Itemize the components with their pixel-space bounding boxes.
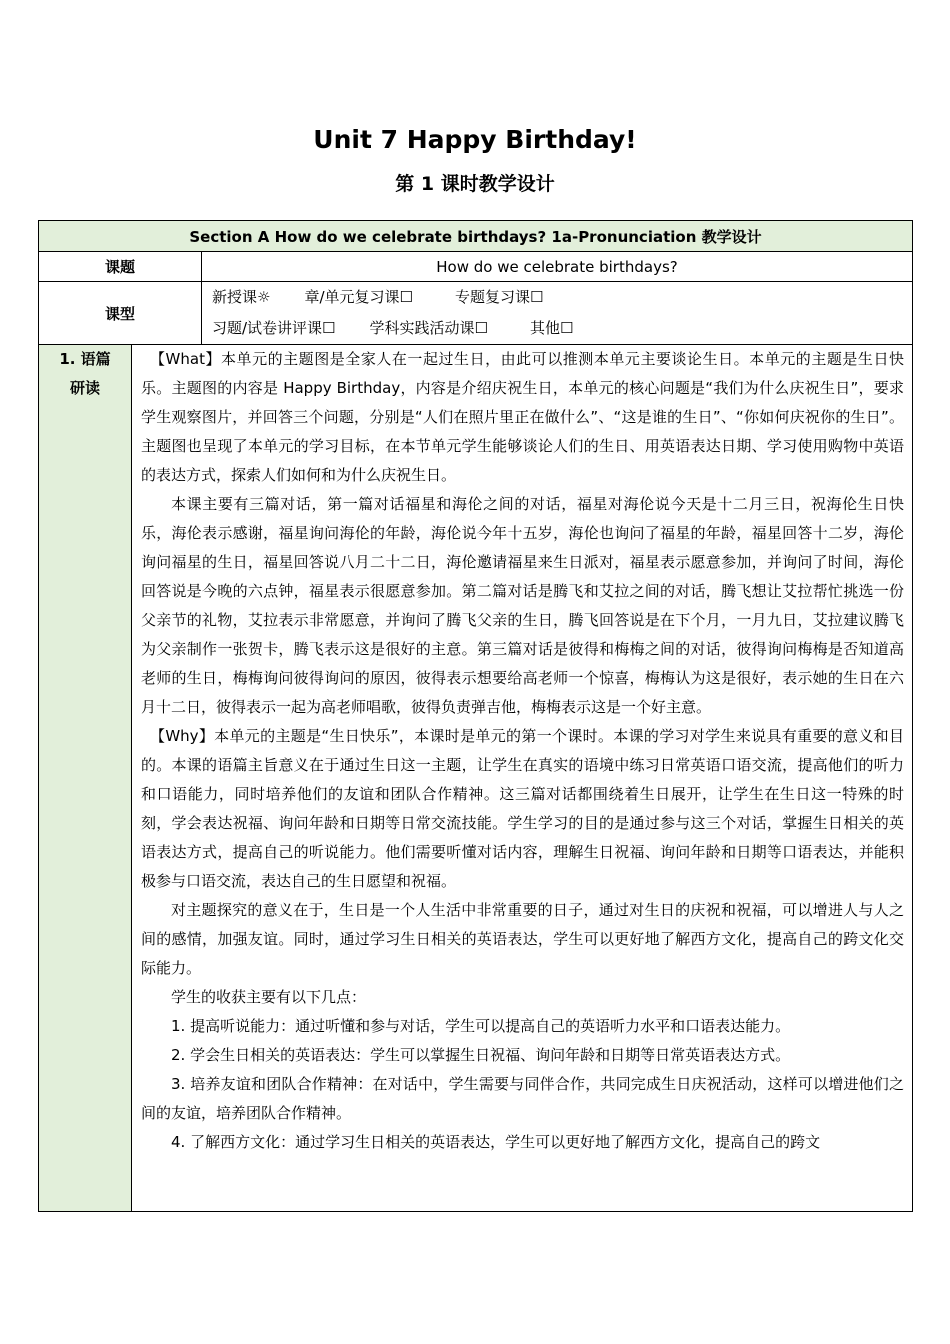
type-row — [39, 282, 913, 345]
page-subtitle: 第 1 课时教学设计 — [395, 173, 555, 195]
topic-value: How do we celebrate birthdays? — [202, 252, 913, 282]
type-options — [202, 282, 913, 345]
topic-row — [39, 252, 913, 282]
paragraph-gain-3: 3. 培养友谊和团队合作精神：在对话中，学生需要与同伴合作，共同完成生日庆祝活动，这样可以增进他们之间的友谊，培养团队合作精神。 — [141, 1075, 904, 1122]
paragraph-gain-1: 1. 提高听说能力：通过听懂和参与对话，学生可以提高自己的英语听力水平和口语表达能力。 — [171, 1017, 791, 1035]
paragraph-gains-intro: 学生的收获主要有以下几点： — [171, 988, 367, 1006]
section1-label-line1: 1. 语篇 — [59, 350, 111, 368]
paragraph-gain-4: 4. 了解西方文化：通过学习生日相关的英语表达，学生可以更好地了解西方文化，提高自己的跨文 — [171, 1133, 821, 1151]
section1-label-line2: 研读 — [69, 379, 100, 397]
paragraph-why: 【Why】本单元的主题是“生日快乐”，本课时是单元的第一个课时。本课的学习对学生来说具有重要的意义和目的。本课的语篇主旨意义在于通过生日这一主题，让学生在真实的语境中练习日常英语口语交流，提高他们的听力和口语能力，同时培养他们的友谊和团队合作精神。这三篇对话都围绕着生日展开，让学生在生日这一特殊的时刻，学会表达祝福、询问年龄和日期等日常交流技能。学生学习的目的是通过参与这三个对话，掌握生日相关的英语表达方式，提高自己的听说能力。他们需要听懂对话内容，理解生日祝福、询问年龄和日期等口语表达，并能积极参与口语交流，表达自己的生日愿望和祝福。 — [141, 727, 904, 890]
paragraph-dialogues: 本课主要有三篇对话，第一篇对话福星和海伦之间的对话，福星对海伦说今天是十二月三日，祝海伦生日快乐，海伦表示感谢，福星询问海伦的年龄，海伦说今年十五岁，海伦也询问了福星的年龄，福星回答十二岁，海伦询问福星的生日，福星回答说八月二十二日，海伦邀请福星来生日派对，福星表示愿意参加，并询问了时间，海伦回答说是今晚的六点钟，福星表示很愿意参加。第二篇对话是腾飞和艾拉之间的对话，腾飞想让艾拉帮忙挑选一份父亲节的礼物，艾拉表示非常愿意，并询问了腾飞父亲的生日，腾飞回答说是在下个月，一月九日，艾拉建议腾飞为父亲制作一张贺卡，腾飞表示这是很好的主意。第三篇对话是彼得和梅梅之间的对话，彼得询问梅梅是否知道高老师的生日，梅梅询问彼得询问的原因，彼得表示想要给高老师一个惊喜，梅梅认为这是很好，表示她的生日在六月十二日，彼得表示一起为高老师唱歌，彼得负责弹吉他，梅梅表示这是一个好主意。 — [141, 495, 904, 716]
section1-label — [39, 345, 132, 1212]
type-options-line-2 — [212, 313, 912, 344]
type-label: 课型 — [39, 282, 202, 345]
section1-row — [39, 345, 913, 1212]
type-option-topic-review: 专题复习课☐ — [454, 288, 544, 306]
paragraph-what: 【What】本单元的主题图是全家人在一起过生日，由此可以推测本单元主要谈论生日。本单元的主题是生日快乐。主题图的内容是 Happy Birthday，内容是介绍庆祝生日，本单元的核心问题是“我们为什么庆祝生日”，要求学生观察图片，并回答三个问题，分别是“人们在照片里正在做什么”、“这是谁的生日”、“你如何庆祝你的生日”。主题图也呈现了本单元的学习目标，在本节单元学生能够谈论人们的生日、用英语表达日期、学习使用购物中英语的表达方式，探索人们如何和为什么庆祝生日。 — [141, 350, 904, 484]
page-title: Unit 7 Happy Birthday! — [313, 125, 637, 154]
table-header-row — [39, 221, 913, 252]
section1-content — [132, 345, 913, 1212]
type-option-exercise: 习题/试卷讲评课☐ — [212, 319, 336, 337]
section-header: Section A How do we celebrate birthdays? 1a-Pronunciation 教学设计 — [39, 221, 913, 252]
paragraph-gain-2: 2. 学会生日相关的英语表达：学生可以掌握生日祝福、询问年龄和日期等日常英语表达方式。 — [171, 1046, 791, 1064]
type-options-line-1 — [212, 282, 912, 313]
type-option-practice: 学科实践活动课☐ — [369, 319, 488, 337]
lesson-plan-table — [38, 220, 913, 1212]
type-option-new-lesson: 新授课☼ — [212, 288, 271, 306]
paragraph-meaning: 对主题探究的意义在于，生日是一个人生活中非常重要的日子，通过对生日的庆祝和祝福，可以增进人与人之间的感情，加强友谊。同时，通过学习生日相关的英语表达，学生可以更好地了解西方文化，提高自己的跨文化交际能力。 — [141, 901, 904, 977]
type-option-other: 其他☐ — [529, 319, 574, 337]
type-option-unit-review: 章/单元复习课☐ — [304, 288, 413, 306]
topic-label: 课题 — [39, 252, 202, 282]
